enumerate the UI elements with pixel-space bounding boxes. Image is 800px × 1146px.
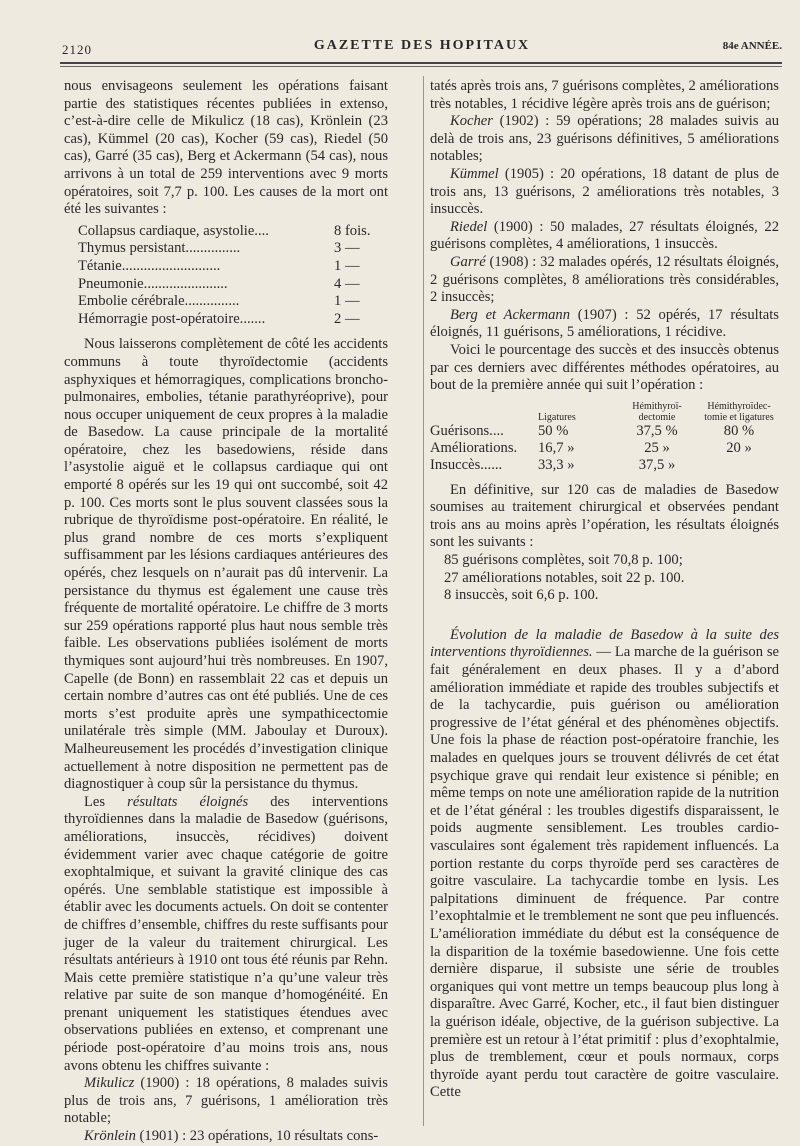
page-number: 2120: [62, 42, 92, 57]
cause-row: Pneumonie....................... 4 —: [78, 275, 360, 292]
section-title: Évolution de la maladie de Basedow à la suite des interventions thyroïdiennes.: [430, 626, 779, 661]
paragraph: tatés après trois ans, 7 guérisons complètes, 2 améliorations très notables, 1 récidive légère après trois ans de guérison;: [430, 78, 779, 112]
results-list: [444, 552, 779, 605]
table-header: Ligatures: [538, 411, 576, 423]
table-row: Améliorations. 16,7 » 25 » 20 »: [430, 439, 752, 456]
cause-row: Thymus persistant............... 3 —: [78, 240, 360, 257]
table-row: Guérisons.... 50 % 37,5 % 80 %: [430, 422, 755, 439]
paragraph: Évolution de la maladie de Basedow à la suite des interventions thyroïdiennes. — La marche de la guérison se fait généralement en deux phases. Il y a d’abord amélioration immédiate et rapide des troubles subjectifs et de la tachycardie, puis guérison ou amélioration progressive de l’état général et des phénomènes objectifs. Une fois la phase de réaction post-opératoire franchie, les malades en quelques jours se trouvent délivrés de cet état psychique grave qui rendait leur existence si pénible; en même temps on note une amélioration rapide de la nutrition et de l’état général : les troubles digestifs disparaissent, le poids augmente sensiblement. Les troubles cardio-vasculaires sont également très rapidement influencés. La portion restante du corps thyroïde perd ses caractères de goitre vasculaire. La tachycardie tombe en lysis. Les palpitations diminuent de fréquence. Par contre l’exophtalmie et le tremblement ne sont que peu influencés. L’amélioration immédiate du début est la conséquence de la disparition de la toxémie basedowienne. Une fois cette dernière disparue, il subsiste une série de troubles organiques qui vont mettre un temps beaucoup plus long à disparaître. Avec Garré, Kocher, etc., il faut bien distinguer la guérison idéale, objective, de la guérison subjective. La première est un retour à l’état primitif : plus d’exophtalmie, plus de tremblement, cœur et pouls normaux, corps thyroïde ayant perdu tout caractère de goitre vasculaire. Cette: [430, 626, 779, 1101]
cause-row: Embolie cérébrale............... 1 —: [78, 293, 360, 310]
left-column: [64, 78, 388, 1146]
paragraph: Riedel (1900) : 50 malades, 27 résultats éloignés, 22 guérisons complètes, 4 améliorations, 1 insuccès.: [430, 218, 779, 253]
paragraph: nous envisageons seulement les opérations faisant partie des statistiques récentes publiées in extenso, c’est-à-dire celle de Mikulicz (18 cas), Krönlein (23 cas), Kümmel (20 cas), Kocher (59 cas), Riedel (50 cas), Garré (35 cas), Berg et Ackermann (54 cas), nous arrivons à un total de 259 interventions avec 9 morts opératoires, soit 7,7 p. 100. Les causes de la mort ont été les suivantes :: [64, 78, 388, 218]
header-rule-thick: [60, 62, 782, 64]
cause-row: Collapsus cardiaque, asystolie.... 8 fois.: [78, 222, 371, 239]
paragraph: Kümmel (1905) : 20 opérations, 18 datant de plus de trois ans, 13 guérisons, 2 améliorations très notables, 3 insuccès.: [430, 165, 779, 218]
paragraph: Les résultats éloignés des interventions thyroïdiennes dans la maladie de Basedow (guérisons, améliorations, insuccès, récidives) doivent évidemment varier avec chaque catégorie de goitre exophtalmique, et suivant la gravité clinique des cas opérés. Une semblable statistique est impossible à établir avec les documents actuels. On doit se contenter de chiffres d’ensemble, chiffres du reste suffisants pour juger de la valeur du traitement chirurgical. Les résultats antérieurs à 1910 ont tous été réunis par Rehn. Mais cette première statistique n’a qu’une valeur très relative par suite de son manque d’homogénéité. En prenant uniquement les statistiques étendues avec observations publiées en extenso, et comprenant une période post-opératoire d’au moins trois ans, nous avons obtenu les chiffres suivante :: [64, 793, 388, 1074]
column-divider: [423, 76, 424, 1126]
table-header-row: [430, 401, 779, 423]
paragraph: Krönlein (1901) : 23 opérations, 10 résultats cons-: [84, 1128, 379, 1145]
paragraph: Berg et Ackermann (1907) : 52 opérés, 17 résultats éloignés, 11 guérisons, 5 améliorations, 1 récidive.: [430, 306, 779, 341]
page-header: [62, 38, 782, 62]
paragraph: Garré (1908) : 32 malades opérés, 12 résultats éloignés, 2 guérisons complètes, 8 améliorations très considérables, 2 insuccès;: [430, 253, 779, 306]
paragraph: Mikulicz (1900) : 18 opérations, 8 malades suivis plus de trois ans, 7 guérisons, 1 amélioration très notable;: [64, 1075, 388, 1127]
table-header: Hémithyroï-dectomie: [632, 400, 682, 423]
header-rule-thin: [60, 66, 782, 67]
journal-title: GAZETTE DES HOPITAUX: [313, 38, 531, 53]
right-column: [430, 78, 779, 1102]
table-row: Insuccès...... 33,3 » 37,5 »: [430, 456, 676, 473]
list-item: 85 guérisons complètes, soit 70,8 p. 100;: [444, 552, 683, 569]
list-item: 27 améliorations notables, soit 22 p. 100.: [444, 569, 685, 586]
paragraph: Nous laisserons complètement de côté les accidents communs à toute thyroïdectomie (accidents asphyxiques et hémorragiques, complications broncho-pulmonaires, embolies, tétanie parathyréoprive), pour nous occuper uniquement de ceux propres à la maladie de Basedow. La cause principale de la mortalité opératoire, chez les basedowiens, réside dans l’asystolie aiguë et le collapsus cardiaque qui ont emporté 8 opérés sur les 19 qui ont succombé, soit 42 p. 100. Ces morts sont le plus souvent classées sous la rubrique de thyroïdisme post-opératoire. En réalité, le plus grand nombre de ces morts s’expliquent suffisamment par les lésions cardiaques antérieures des opérés, chez lesquels on n’aurait pas dû intervenir. La persistance du thymus est également une cause très fréquente de mortalité opératoire. Le chiffre de 3 morts sur 259 opérations rapporté plus haut nous semble très faible. Les observations publiées isolément de morts thymiques sont aujourd’hui très nombreuses. En 1907, Capelle (de Bonn) en rassemblait 22 cas et depuis un certain nombre d’autres cas ont été publiés. Une de ces morts s’est produite après une sympathicectomie unilatérale très simple (MM. Jaboulay et Duroux). Malheureusement les procédés d’investigation clinique actuellement à notre disposition ne permettent pas de diagnostiquer à coup sûr la persistance du thymus.: [64, 336, 388, 793]
list-item: 8 insuccès, soit 6,6 p. 100.: [444, 587, 599, 604]
journal-year: 84e ANNÉE.: [722, 40, 782, 52]
cause-row: Tétanie........................... 1 —: [78, 257, 360, 274]
table-header: Hémithyroïdec-tomie et ligatures: [704, 400, 774, 423]
causes-list: [78, 223, 378, 329]
percentage-table: [430, 401, 779, 474]
cause-row: Hémorragie post-opératoire....... 2 —: [78, 310, 360, 327]
paragraph: Kocher (1902) : 59 opérations; 28 malades suivis au delà de trois ans, 23 guérisons définitives, 5 améliorations notables;: [430, 113, 779, 165]
paragraph: En définitive, sur 120 cas de maladies de Basedow soumises au traitement chirurgical et observées pendant trois ans au moins après l’opération, les résultats éloignés sont les suivants :: [430, 481, 779, 551]
paragraph: Voici le pourcentage des succès et des insuccès obtenus par ces derniers avec différentes méthodes opératoires, au bout de la première année qui suit l’opération :: [430, 341, 779, 394]
